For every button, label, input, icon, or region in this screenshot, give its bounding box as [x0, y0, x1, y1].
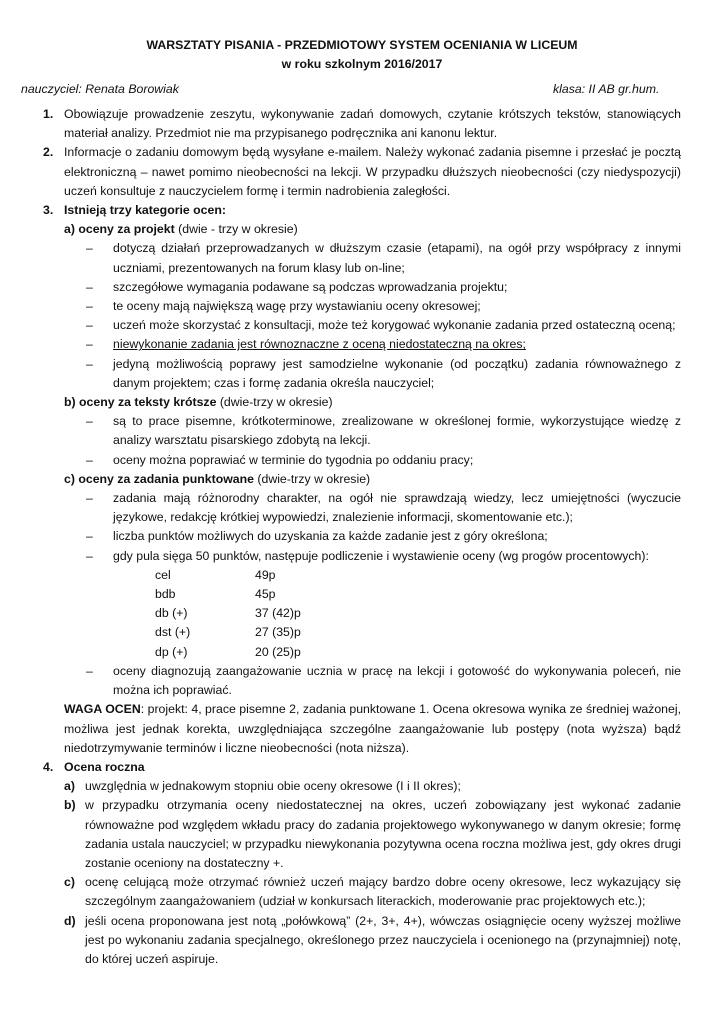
category-note: (dwie-trzy w okresie) — [253, 471, 371, 486]
list-item-text: te oceny mają największą wagę przy wystawianiu oceny okresowej; — [113, 299, 481, 314]
item-letter: a) — [64, 779, 75, 794]
item-letter: c) — [64, 875, 75, 890]
section-3 — [43, 201, 681, 220]
list-item — [43, 239, 681, 277]
threshold-row — [155, 566, 681, 585]
threshold-grade: bdb — [155, 587, 176, 602]
threshold-grade: db (+) — [155, 606, 188, 621]
list-item-text: dotyczą działań przeprowadzanych w dłuższym czasie (etapami), na ogół przy współpracy z innymi uczniami, prezentowanych na forum klasy lub on-line; — [113, 241, 681, 275]
list-item — [43, 297, 681, 316]
document-title: WARSZTATY PISANIA - PRZEDMIOTOWY SYSTEM OCENIANIA W LICEUM — [146, 38, 578, 52]
category-title: a) oceny za projekt — [64, 222, 175, 237]
section-number: 2. — [43, 145, 54, 160]
threshold-grade: cel — [155, 567, 171, 582]
list-item-text: gdy pula sięga 50 punktów, następuje podliczenie i wystawienie oceny (wg progów procentowych): — [113, 548, 649, 563]
section-heading: Istnieją trzy kategorie ocen: — [64, 203, 226, 218]
list-item-text: są to prace pisemne, krótkoterminowe, zrealizowane w określonej formie, wykorzystujące wiedzę z analizy warsztatu pisarskiego zdobytą na lekcji. — [113, 414, 681, 448]
annual-list — [43, 777, 681, 969]
list-item — [43, 527, 681, 546]
list-item-text: zadania mają różnorodny charakter, na ogół nie sprawdzają wiedzy, lecz umiejętności (wyczucie językowe, redakcję krótkiej wypowiedzi, znalezienie informacji, skomentowanie etc.); — [113, 491, 681, 525]
document-body — [43, 105, 681, 969]
annual-item — [64, 796, 681, 873]
dash-bullet: – — [86, 452, 93, 467]
section-text: Informacje o zadaniu domowym będą wysyłane e-mailem. Należy wykonać zadania pisemne i przesłać je pocztą elektroniczną – nawet pomimo nieobecności na lekcji. W przypadku dłuższych nieobecności (czy niedyspozycji) uczeń konsultuje z nauczycielem formę i termin nadrobienia zaległości. — [64, 145, 681, 198]
list-item-text: jedyną możliwością poprawy jest samodzielne wykonanie (od początku) zadania równoważnego z danym projektem; czas i formę zadania określa nauczyciel; — [113, 356, 681, 390]
threshold-row — [155, 643, 681, 662]
weights-text: : projekt: 4, prace pisemne 2, zadania punktowane 1. Ocena okresowa wynika ze średniej ważonej, możliwa jest jednak korekta, uwzględniająca szczególne zaangażowanie lub postępy (nota wyższa) bądź niedotrzymywanie terminów i liczne nieobecności (nota niższa). — [64, 702, 681, 755]
list-item-text: szczegółowe wymagania podawane są podczas wprowadzania projektu; — [113, 279, 508, 294]
item-letter: b) — [64, 798, 76, 813]
dash-bullet: – — [86, 299, 93, 314]
threshold-row — [155, 585, 681, 604]
dash-bullet: – — [86, 491, 93, 506]
list-item — [43, 451, 681, 470]
dash-bullet: – — [86, 356, 93, 371]
item-text: jeśli ocena proponowana jest notą „połówkową” (2+, 3+, 4+), wówczas osiągnięcie oceny wyższej możliwe jest po wykonaniu zadania specjalnego, określonego przez nauczyciela i ocenionego na (przynajmniej) notę, do której uczeń aspiruje. — [85, 913, 681, 966]
section-4 — [43, 758, 681, 777]
section-2 — [43, 143, 681, 201]
section-number: 4. — [43, 759, 54, 774]
dash-bullet: – — [86, 318, 93, 333]
threshold-points: 45p — [255, 587, 276, 602]
section-number: 3. — [43, 203, 54, 218]
list-item — [43, 278, 681, 297]
category-a-heading — [43, 220, 681, 239]
list-item-text: oceny można poprawiać w terminie do tygodnia po oddaniu pracy; — [113, 452, 474, 467]
list-item-text: liczba punktów możliwych do uzyskania za każde zadanie jest z góry określona; — [113, 529, 548, 544]
list-item-text-underlined: niewykonanie zadania jest równoznaczne z oceną niedostateczną na okres; — [113, 337, 526, 352]
category-title: b) oceny za teksty krótsze — [64, 395, 217, 410]
list-item — [43, 662, 681, 700]
grade-weights — [43, 700, 681, 758]
list-item — [43, 335, 681, 354]
list-item — [43, 355, 681, 393]
list-item — [43, 547, 681, 566]
section-number: 1. — [43, 107, 54, 121]
threshold-points: 27 (35)p — [255, 625, 301, 640]
class-label: klasa: II AB gr.hum. — [553, 82, 660, 96]
dash-bullet: – — [86, 279, 93, 294]
weights-label: WAGA OCEN — [64, 702, 141, 717]
section-1 — [43, 105, 681, 143]
item-text: uwzględnia w jednakowym stopniu obie oceny okresowe (I i II okres); — [85, 779, 461, 794]
threshold-points: 49p — [255, 567, 276, 582]
item-text: ocenę celującą może otrzymać również uczeń mający bardzo dobre oceny okresowe, lecz wykazujący się szczególnym zaangażowaniem (udział w konkursach literackich, moderowanie prac projektowych etc.); — [85, 875, 681, 909]
list-item — [43, 489, 681, 527]
list-item-text: oceny diagnozują zaangażowanie ucznia w pracę na lekcji i gotowość do wykonywania poleceń, nie można ich poprawiać. — [113, 663, 681, 698]
dash-bullet: – — [86, 241, 93, 256]
threshold-grade: dp (+) — [155, 644, 188, 659]
school-year: w roku szkolnym 2016/2017 — [281, 57, 443, 71]
threshold-row — [155, 604, 681, 623]
section-heading: Ocena roczna — [64, 759, 145, 774]
list-item — [43, 412, 681, 450]
annual-item — [64, 777, 681, 796]
category-title: c) oceny za zadania punktowane — [64, 471, 254, 486]
dash-bullet: – — [86, 663, 93, 678]
threshold-row — [155, 623, 681, 642]
category-c-heading — [43, 470, 681, 489]
threshold-points: 20 (25)p — [255, 644, 301, 659]
item-letter: d) — [64, 913, 76, 928]
dash-bullet: – — [86, 414, 93, 429]
list-item — [43, 316, 681, 335]
dash-bullet: – — [86, 337, 93, 352]
teacher-name: nauczyciel: Renata Borowiak — [21, 82, 179, 96]
annual-item — [64, 873, 681, 911]
grade-thresholds — [43, 566, 681, 662]
item-text: w przypadku otrzymania oceny niedostatecznej na okres, uczeń zobowiązany jest wykonać zadanie równoważne pod względem wkładu pracy do zadania projektowego wykonywanego w danym okresie; formę zadania ustala nauczyciel; w przypadku niewykonania pozytywna ocena roczna możliwa jest, gdy okres drugi zostanie oceniony na dostateczny +. — [85, 798, 681, 870]
category-note: (dwie-trzy w okresie) — [216, 395, 333, 410]
section-text: Obowiązuje prowadzenie zeszytu, wykonywanie zadań domowych, czytanie krótszych tekstów, stanowiących materiał analizy. Przedmiot nie ma przypisanego podręcznika ani kanonu lektur. — [64, 107, 681, 141]
dash-bullet: – — [86, 529, 93, 544]
threshold-grade: dst (+) — [155, 625, 191, 640]
category-note: (dwie - trzy w okresie) — [174, 222, 298, 237]
annual-item — [64, 912, 681, 970]
category-b-heading — [43, 393, 681, 412]
dash-bullet: – — [86, 548, 93, 563]
threshold-points: 37 (42)p — [255, 606, 301, 621]
list-item-text: uczeń może skorzystać z konsultacji, może też korygować wykonanie zadania przed ostateczną oceną; — [113, 318, 676, 333]
